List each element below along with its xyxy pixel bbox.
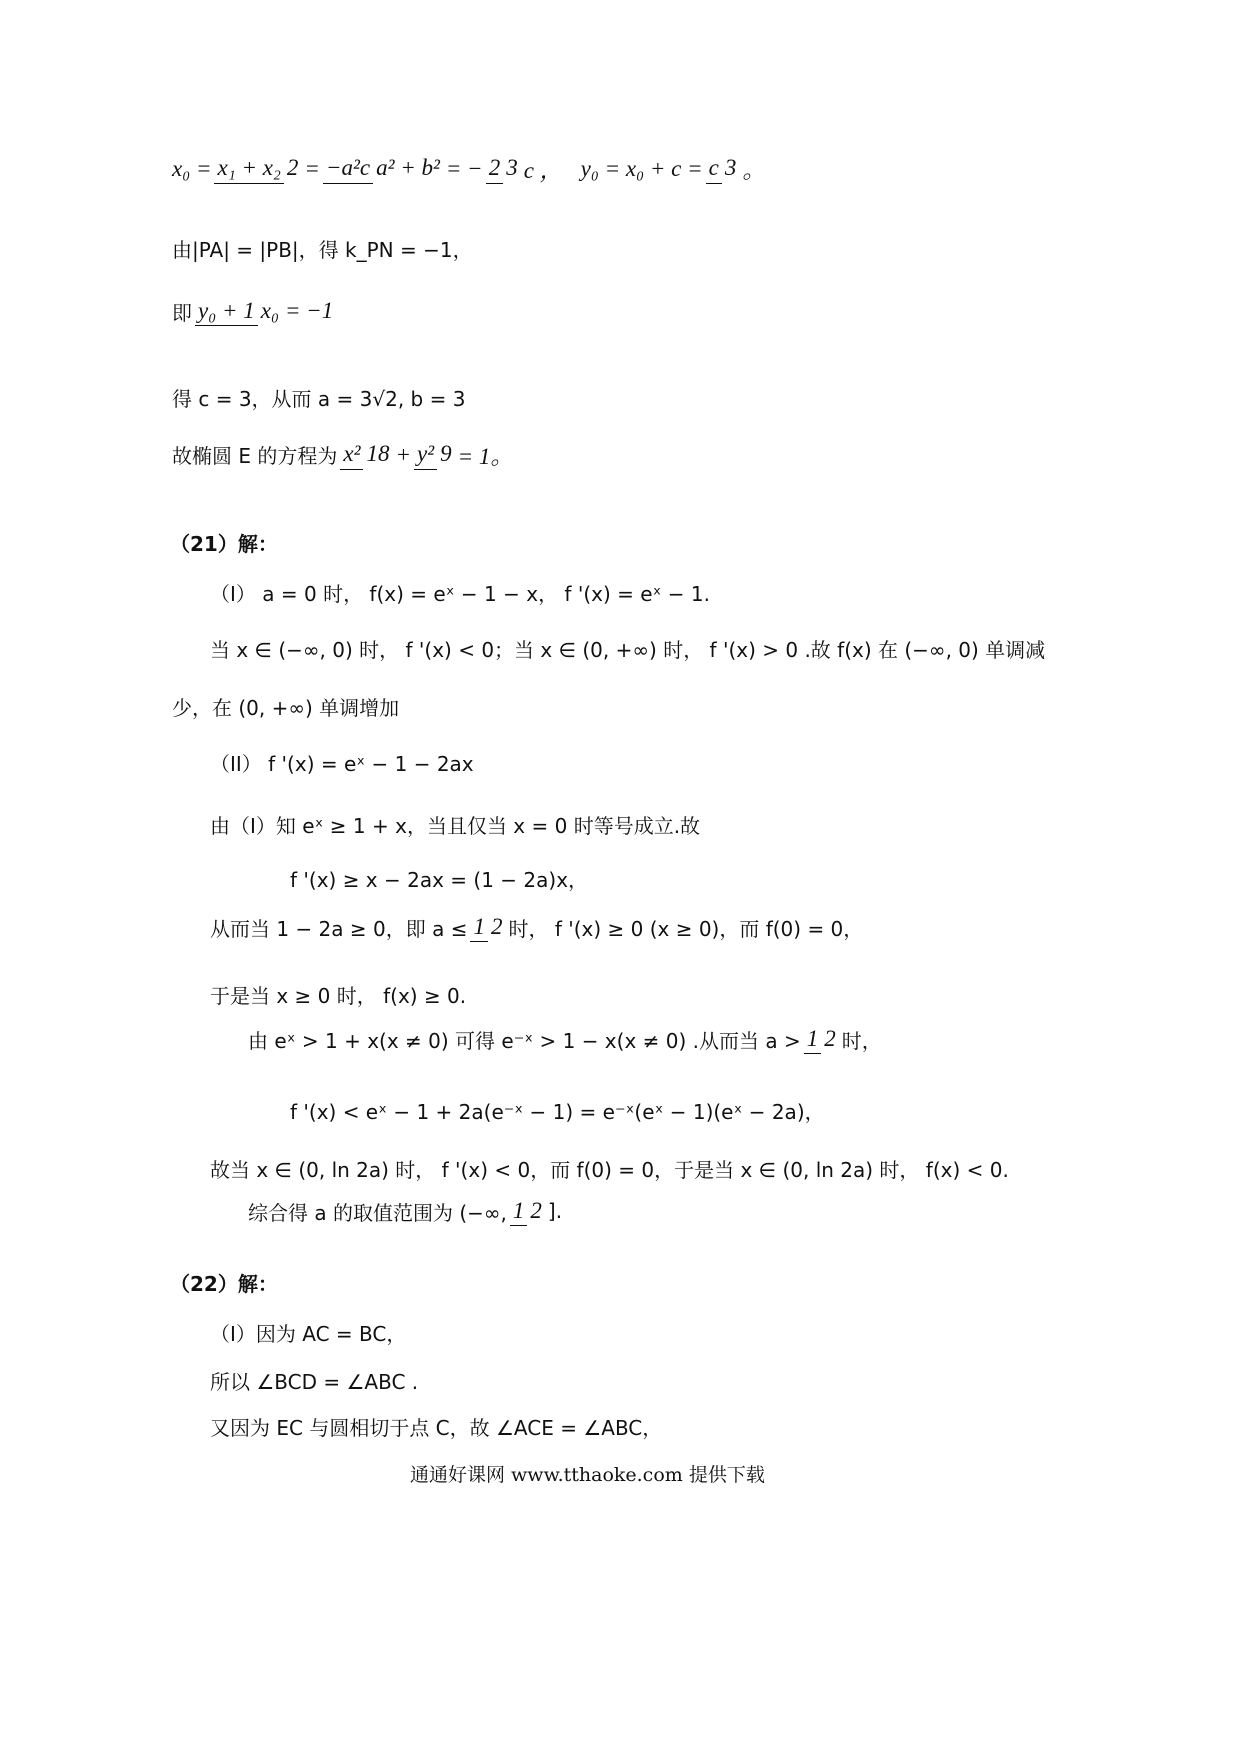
line-t3: [210, 1412, 662, 1441]
formula-midpoint: [172, 152, 765, 185]
denominator: a² + b²: [376, 155, 440, 181]
line-4: [172, 383, 465, 412]
line-s9: [248, 1024, 882, 1054]
numerator: y₀ + 1: [195, 298, 258, 326]
text: +: [395, 441, 411, 467]
text: 于是当 x ≥ 0 时， f(x) ≥ 0.: [210, 984, 467, 1008]
text: 从而当 1 − 2a ≥ 0，即 a ≤: [210, 916, 468, 941]
text: ].: [547, 1199, 563, 1224]
page-footer: [410, 1460, 765, 1487]
line-s4: [210, 748, 474, 777]
line-t2: [210, 1366, 418, 1395]
line-s3: [172, 692, 399, 721]
fraction: [323, 153, 443, 183]
fraction: [214, 153, 301, 183]
text: 由 eˣ > 1 + x(x ≠ 0) 可得 e⁻ˣ > 1 − x(x ≠ 0) .从而当 a >: [248, 1028, 801, 1053]
fraction: [414, 439, 455, 469]
heading-22: [170, 1268, 278, 1297]
numerator: 1: [804, 1026, 822, 1054]
denominator: 2: [286, 155, 299, 181]
numerator: 1: [470, 914, 488, 942]
footer-text: 通通好课网 www.tthaoke.com 提供下载: [410, 1464, 765, 1486]
numerator: 2: [486, 155, 504, 183]
line-3: [172, 296, 333, 326]
text: 时，: [841, 1028, 882, 1053]
line-s11: [210, 1154, 1009, 1183]
text: 时， f '(x) ≥ 0 (x ≥ 0)，而 f(0) = 0，: [508, 916, 864, 941]
line-2: [172, 234, 473, 263]
line-5: [172, 438, 513, 471]
text: 故当 x ∈ (0, ln 2a) 时， f '(x) < 0，而 f(0) = 0，于是当 x ∈ (0, ln 2a) 时， f(x) < 0.: [210, 1158, 1009, 1182]
text: （21）解：: [170, 532, 278, 556]
line-s8: [210, 980, 466, 1009]
line-s12: [248, 1196, 562, 1226]
text: x₀ =: [172, 155, 212, 181]
line-s10: [290, 1096, 825, 1125]
denominator: 3: [724, 155, 737, 181]
text: 少，在 (0, +∞) 单调增加: [172, 696, 400, 720]
denominator: 3: [506, 155, 518, 181]
numerator: c: [706, 155, 722, 183]
text: 。: [742, 158, 766, 183]
text: 当 x ∈ (−∞, 0) 时， f '(x) < 0；当 x ∈ (0, +∞) 时， f '(x) > 0 .故 f(x) 在 (−∞, 0) 单调减: [210, 638, 1046, 662]
fraction: [706, 153, 740, 183]
numerator: −a²c: [323, 155, 373, 183]
text: 所以 ∠BCD = ∠ABC .: [210, 1370, 419, 1394]
numerator: x₁ + x₂: [214, 155, 283, 183]
line-t1: [210, 1318, 406, 1347]
line-s2: [210, 634, 1045, 663]
fraction: [195, 296, 282, 326]
fraction: [510, 1196, 545, 1226]
text: c ，: [523, 158, 563, 183]
text: 得 c = 3，从而 a = 3√2, b = 3: [172, 387, 466, 411]
text: 综合得 a 的取值范围为 (−∞,: [248, 1200, 507, 1225]
heading-21: [170, 528, 278, 557]
text: 即: [172, 300, 192, 325]
text: y₀ = x₀ + c =: [580, 155, 703, 181]
denominator: x₀: [260, 298, 279, 323]
text: =: [304, 155, 320, 181]
text: 又因为 EC 与圆相切于点 C，故 ∠ACE = ∠ABC，: [210, 1416, 663, 1440]
denominator: 18: [366, 441, 390, 467]
line-s7: [210, 912, 863, 942]
text: （I）因为 AC = BC，: [210, 1322, 407, 1346]
denominator: 2: [824, 1026, 836, 1051]
denominator: 2: [490, 914, 503, 939]
fraction: [804, 1024, 839, 1054]
line-s1: [210, 578, 710, 607]
numerator: y²: [414, 441, 437, 469]
denominator: 9: [440, 441, 452, 467]
text: 由|PA| = |PB|，得 k_PN = −1，: [172, 238, 473, 262]
line-s6: [290, 864, 588, 893]
text: f '(x) ≥ x − 2ax = (1 − 2a)x，: [290, 868, 589, 892]
text: （I） a = 0 时， f(x) = eˣ − 1 − x， f '(x) = eˣ − 1.: [210, 582, 710, 606]
text: 故椭圆 E 的方程为: [172, 444, 338, 468]
fraction: [486, 153, 521, 183]
fraction: [340, 439, 392, 469]
text: = −: [445, 155, 483, 181]
numerator: 1: [510, 1198, 528, 1226]
text: 由（I）知 eˣ ≥ 1 + x，当且仅当 x = 0 时等号成立.故: [210, 814, 701, 838]
numerator: x²: [340, 441, 363, 469]
text: = 1。: [457, 444, 514, 469]
line-s5: [210, 810, 700, 839]
denominator: 2: [530, 1198, 542, 1223]
fraction: [470, 912, 505, 942]
text: （II） f '(x) = eˣ − 1 − 2ax: [210, 752, 474, 776]
text: （22）解：: [170, 1272, 278, 1296]
text: f '(x) < eˣ − 1 + 2a(e⁻ˣ − 1) = e⁻ˣ(eˣ − 1)(eˣ − 2a)，: [290, 1100, 825, 1124]
text: = −1: [284, 298, 334, 324]
